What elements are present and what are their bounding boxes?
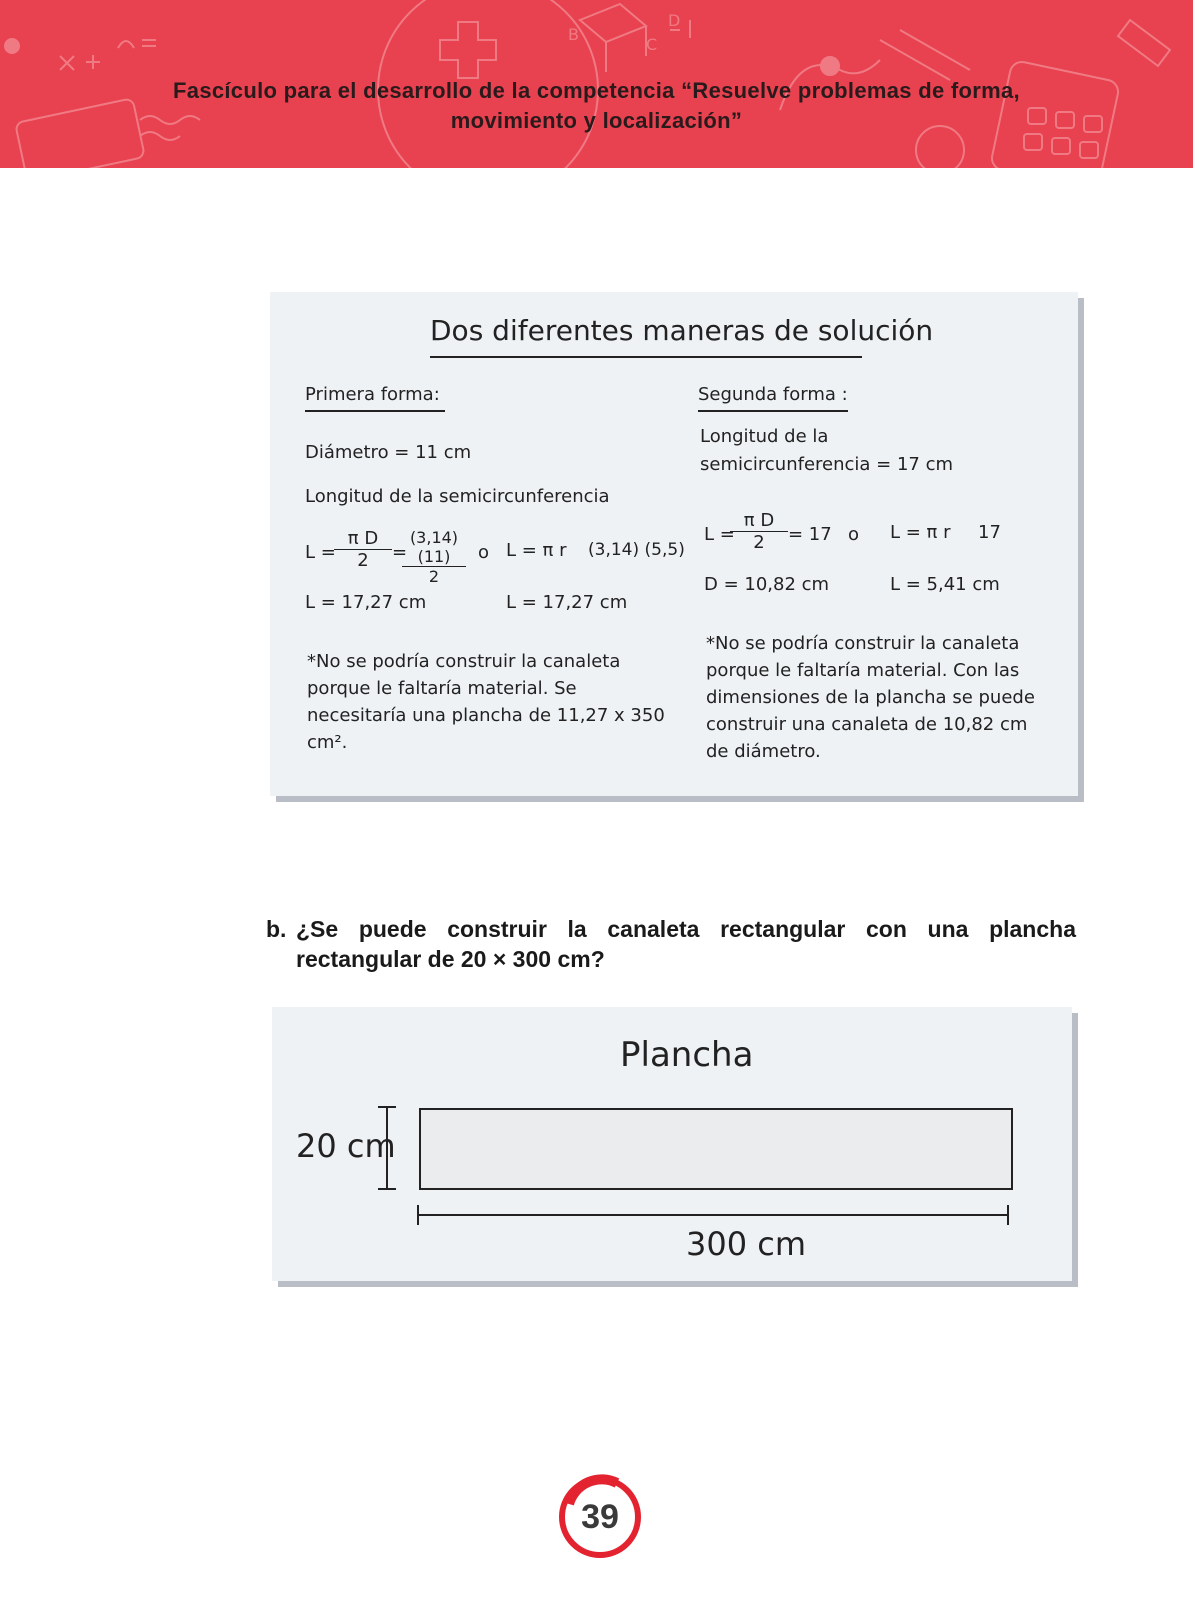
- second-eq2: L = π r: [890, 522, 951, 543]
- second-eq1-numerator: π D: [730, 510, 788, 532]
- first-eq1-denominator2: 2: [428, 567, 440, 586]
- first-or: o: [478, 542, 490, 563]
- second-eq1-lhs: L =: [704, 524, 735, 545]
- first-length-label: Longitud de la semicircunferencia: [305, 486, 610, 507]
- second-eq2-rhs: 17: [978, 522, 1001, 543]
- first-eq2-substitution: (3,14) (5,5): [588, 540, 685, 560]
- second-method-underline: [698, 410, 848, 412]
- first-eq1-lhs: L =: [305, 542, 336, 563]
- width-label: 300 cm: [686, 1225, 807, 1263]
- second-or: o: [848, 524, 860, 545]
- plancha-rectangle: [419, 1108, 1013, 1190]
- first-eq1-numerator2: (3,14) (11): [402, 528, 466, 567]
- second-length-line2: semicircunferencia = 17 cm: [700, 454, 954, 475]
- solution-card: [270, 292, 1078, 796]
- header-title-line1: Fascículo para el desarrollo de la competencia “Resuelve problemas de forma,: [173, 78, 1020, 103]
- first-eq2: L = π r: [506, 540, 567, 561]
- header-title-line2: movimiento y localización”: [450, 108, 743, 133]
- question-bullet: b.: [266, 916, 287, 942]
- width-dimension-line: [416, 1203, 1012, 1227]
- first-diameter: Diámetro = 11 cm: [305, 442, 472, 463]
- second-eq1-fraction: [730, 510, 788, 553]
- svg-text:D: D: [668, 11, 681, 30]
- first-result2: L = 17,27 cm: [506, 592, 628, 613]
- first-result1: L = 17,27 cm: [305, 592, 427, 613]
- first-eq1-numerator: π D: [334, 528, 392, 550]
- first-eq1-equals: =: [392, 542, 408, 563]
- height-label: 20 cm: [296, 1127, 396, 1165]
- first-method-underline: [305, 410, 445, 412]
- first-eq1-fraction2: [402, 528, 466, 586]
- first-note: *No se podría construir la canaleta porque le faltaría material. Se necesitaría una plancha de 11,27 x 350 cm².: [307, 651, 665, 753]
- second-result2: L = 5,41 cm: [890, 574, 1000, 595]
- second-eq1-rhs: = 17: [788, 524, 832, 545]
- second-note: *No se podría construir la canaleta porque le faltaría material. Con las dimensiones de la plancha se puede construir una canaleta de 10,82 cm de diámetro.: [706, 633, 1035, 762]
- question-line2: rectangular de 20 × 300 cm?: [296, 946, 605, 972]
- solution-title: Dos diferentes maneras de solución: [430, 314, 934, 347]
- svg-text:B: B: [568, 25, 579, 44]
- first-eq1-denominator: 2: [357, 550, 369, 571]
- header-title: [0, 76, 1193, 136]
- first-eq1-fraction: [334, 528, 392, 571]
- second-result1: D = 10,82 cm: [704, 574, 830, 595]
- second-eq1-denominator: 2: [753, 532, 765, 553]
- page-header: [0, 0, 1193, 168]
- question-line1: ¿Se puede construir la canaleta rectangular con una plancha: [296, 916, 1076, 942]
- page-number: 39: [581, 1498, 619, 1536]
- svg-text:C: C: [646, 35, 658, 54]
- second-method-label: Segunda forma :: [698, 384, 848, 405]
- solution-title-underline: [430, 356, 862, 358]
- second-length-line1: Longitud de la: [700, 426, 829, 447]
- page-number-badge: [557, 1474, 643, 1560]
- plancha-title: Plancha: [620, 1035, 754, 1075]
- first-method-label: Primera forma:: [305, 384, 440, 405]
- question-b: [266, 914, 1076, 974]
- plancha-card: [272, 1007, 1072, 1281]
